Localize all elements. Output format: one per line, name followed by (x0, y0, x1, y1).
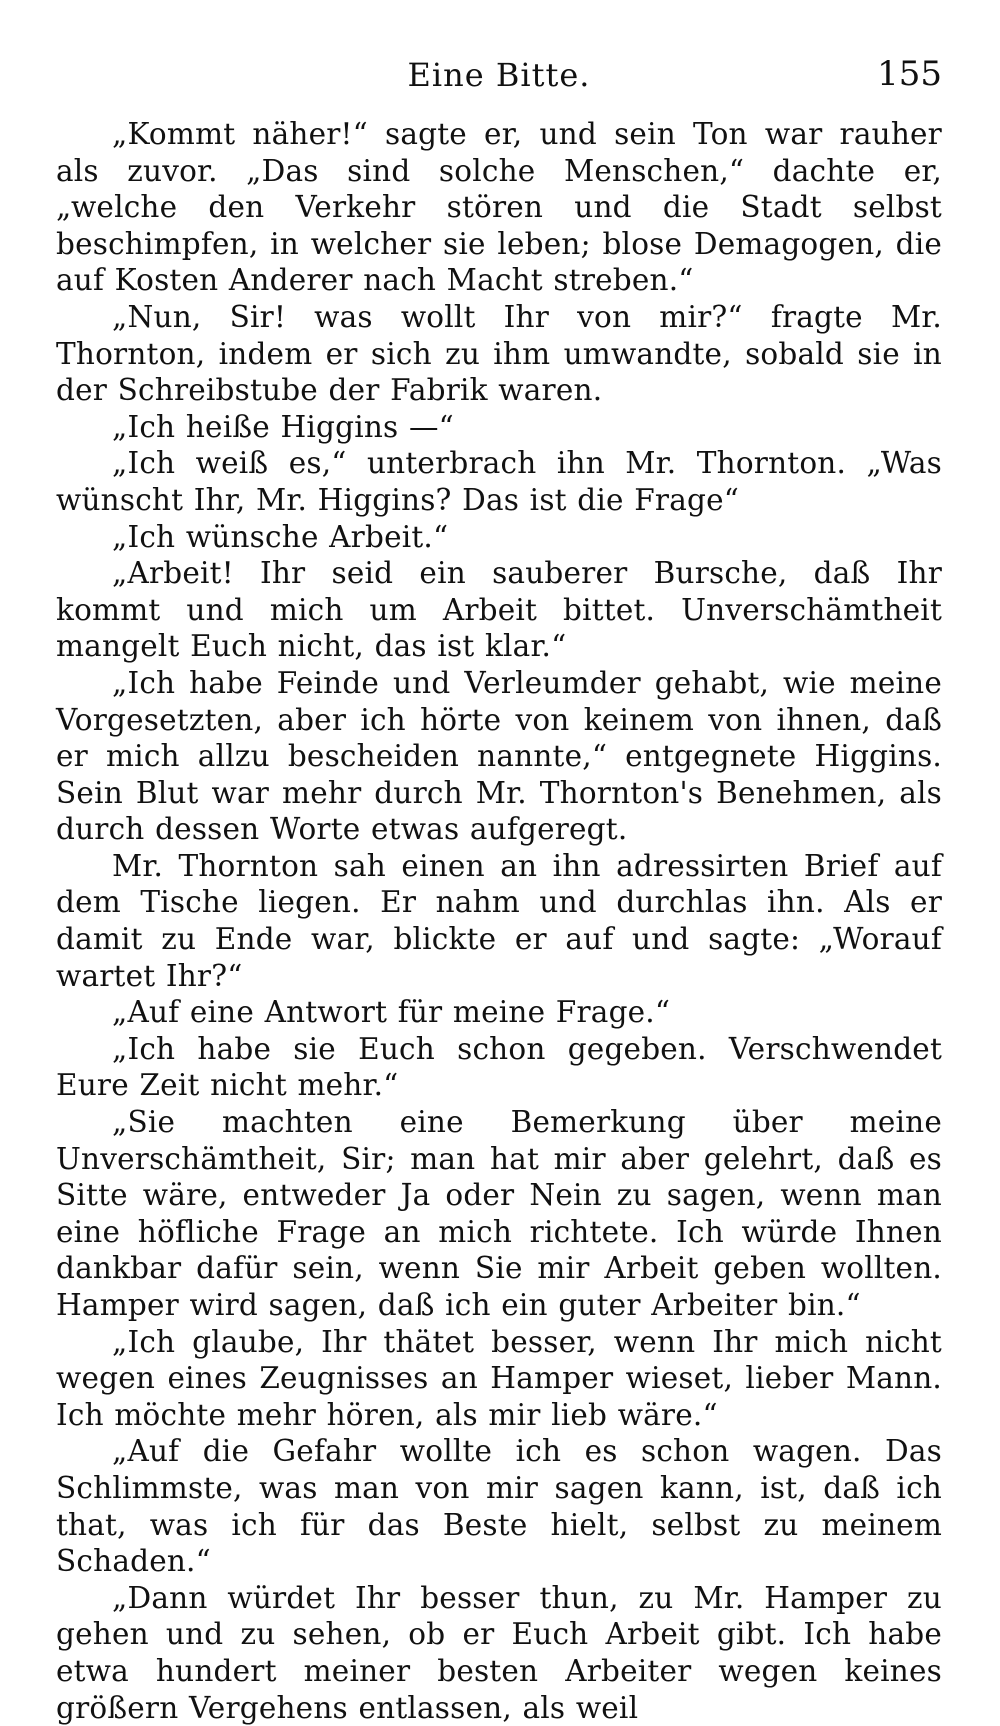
page-header (56, 40, 942, 110)
paragraph: „Ich weiß es,“ unterbrach ihn Mr. Thornton. „Was wünscht Ihr, Mr. Higgins? Das ist die Frage“ (56, 446, 942, 517)
book-page (56, 40, 942, 1725)
paragraph: „Ich habe sie Euch schon gegeben. Verschwendet Eure Zeit nicht mehr.“ (56, 1031, 942, 1103)
paragraph: „Ich heiße Higgins —“ (112, 409, 454, 444)
paragraph: „Kommt näher!“ sagte er, und sein Ton war rauher als zuvor. „Das sind solche Menschen,“ dachte er, „welche den Verkehr stören und die Stadt selbst beschimpfen, in welcher sie leben; blose Demagogen, die auf Kosten Anderer nach Macht streben.“ (56, 117, 942, 298)
page-number: 155 (877, 54, 942, 94)
paragraph: „Ich glaube, Ihr thätet besser, wenn Ihr mich nicht wegen eines Zeugnisses an Hamper wieset, lieber Mann. Ich möchte mehr hören, als mir lieb wäre.“ (56, 1324, 942, 1432)
paragraph: „Ich wünsche Arbeit.“ (112, 519, 449, 554)
paragraph: „Ich habe Feinde und Verleumder gehabt, wie meine Vorgesetzten, aber ich hörte von keinem von ihnen, daß er mich allzu bescheiden nannte,“ entgegnete Higgins. Sein Blut war mehr durch Mr. Thornton's Benehmen, als durch dessen Worte etwas aufgeregt. (56, 665, 942, 847)
body-text (56, 116, 942, 1726)
paragraph: „Nun, Sir! was wollt Ihr von mir?“ fragte Mr. Thornton, indem er sich zu ihm umwandte, sobald sie in der Schreibstube der Fabrik waren. (56, 299, 942, 408)
paragraph: „Sie machten eine Bemerkung über meine Unverschämtheit, Sir; man hat mir aber gelehrt, daß es Sitte wäre, entweder Ja oder Nein zu sagen, wenn man eine höfliche Frage an mich richtete. Ich würde Ihnen dankbar dafür sein, wenn Sie mir Arbeit geben wollten. Hamper wird sagen, daß ich ein guter Arbeiter bin.“ (56, 1105, 942, 1322)
paragraph: „Auf die Gefahr wollte ich es schon wagen. Das Schlimmste, was man von mir sagen kann, ist, daß ich that, was ich für das Beste hielt, selbst zu meinem Schaden.“ (56, 1434, 942, 1579)
paragraph: „Auf eine Antwort für meine Frage.“ (112, 995, 671, 1030)
paragraph: Mr. Thornton sah einen an ihn adressirten Brief auf dem Tische liegen. Er nahm und durchlas ihn. Als er damit zu Ende war, blickte er auf und sagte: „Worauf wartet Ihr?“ (56, 848, 942, 993)
running-title: Eine Bitte. (407, 56, 591, 94)
paragraph: „Dann würdet Ihr besser thun, zu Mr. Hamper zu gehen und zu sehen, ob er Euch Arbeit gibt. Ich habe etwa hundert meiner besten Arbeiter wegen keines größern Vergehens entlassen, als weil (56, 1580, 942, 1725)
paragraph: „Arbeit! Ihr seid ein sauberer Bursche, daß Ihr kommt und mich um Arbeit bittet. Unverschämtheit mangelt Euch nicht, das ist klar.“ (56, 556, 942, 664)
